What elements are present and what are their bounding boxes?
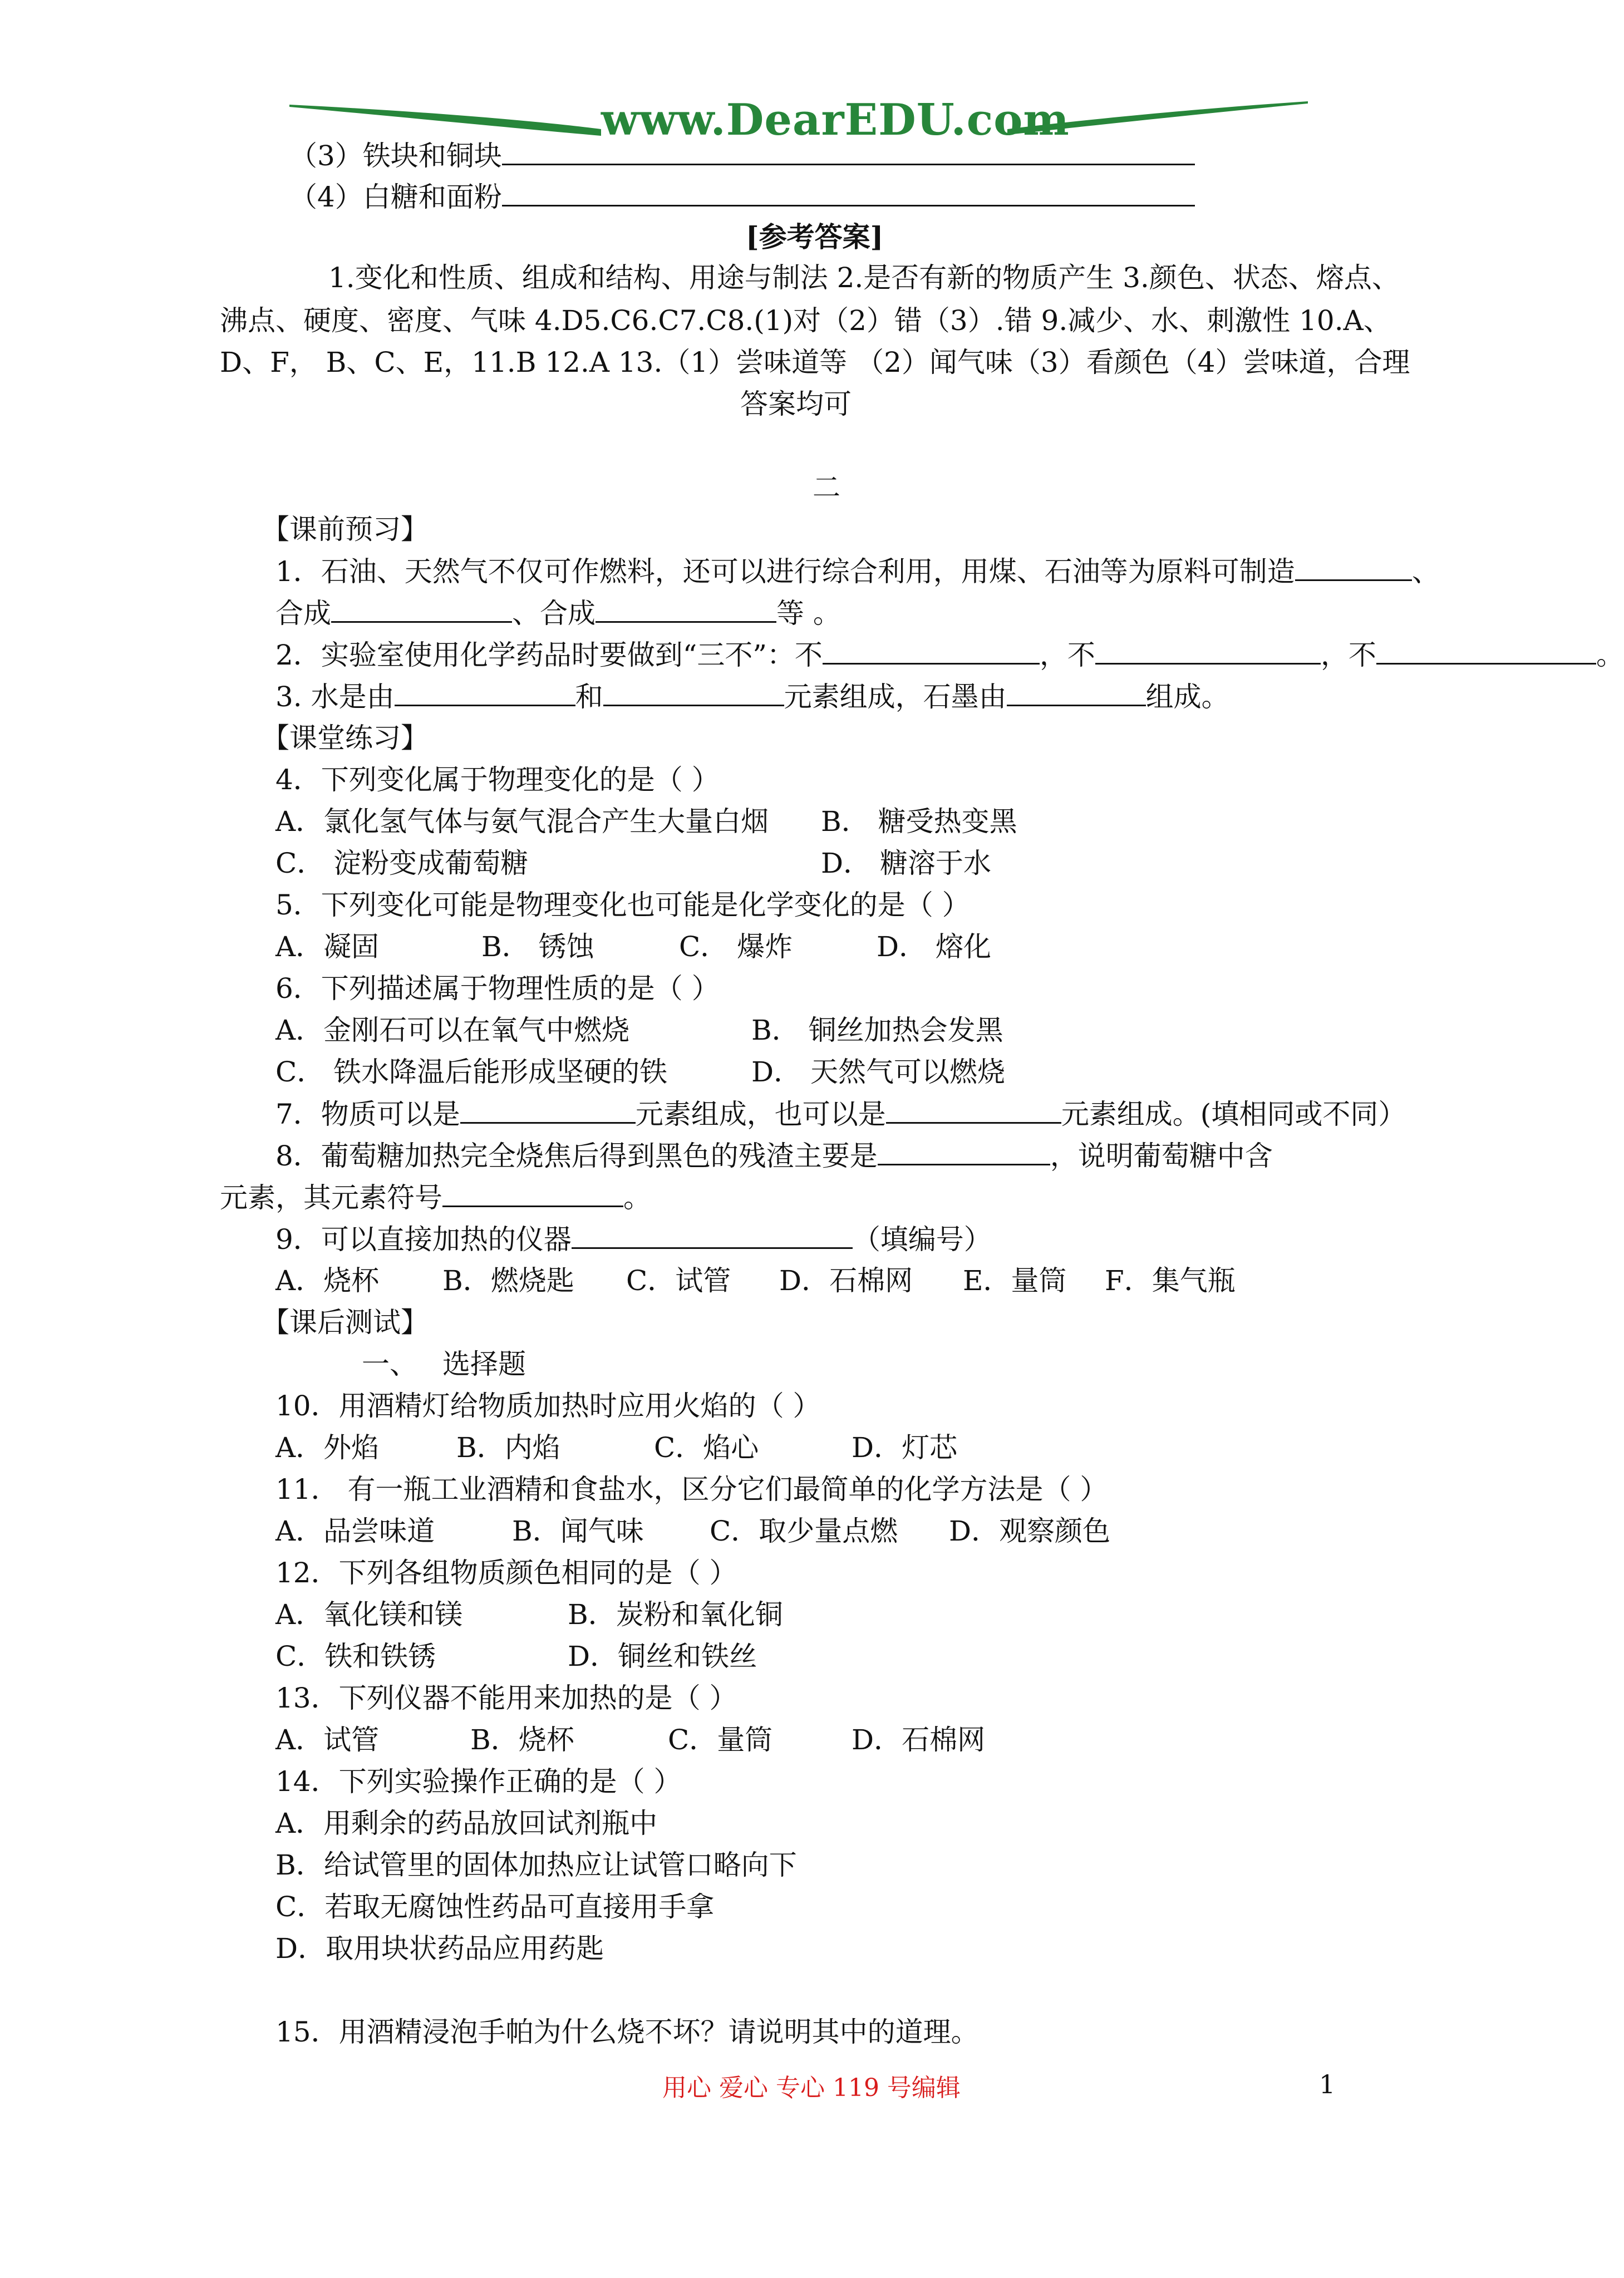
q9-option-f: F．集气瓶 <box>1105 1265 1236 1297</box>
q2-text: 2．实验室使用化学药品时要做到“三不”：不 <box>275 639 823 671</box>
q10-option-c: C．焰心 <box>654 1431 759 1464</box>
q4-option-c: C． 淀粉变成葡萄糖 <box>275 847 529 879</box>
q5-option-b: B． 锈蚀 <box>481 931 594 963</box>
answer-blank[interactable] <box>886 1096 1061 1124</box>
q1-text: 、合成 <box>512 597 596 629</box>
q11-option-b: B．闻气味 <box>512 1515 644 1547</box>
q4-option-b: B． 糖受热变黑 <box>821 805 1017 838</box>
q10-option-d: D．灯芯 <box>852 1431 958 1464</box>
q9-option-a: A．烧杯 <box>275 1265 380 1297</box>
answer-blank[interactable] <box>395 679 575 706</box>
q15-stem: 15．用酒精浸泡手帕为什么烧不坏？请说明其中的道理。 <box>275 2016 979 2048</box>
q13-option-a: A．试管 <box>275 1724 380 1756</box>
answer-blank[interactable] <box>1007 679 1146 706</box>
q1-line-1 <box>275 554 1440 589</box>
q14-option-a: A．用剩余的药品放回试剂瓶中 <box>275 1807 658 1839</box>
q9-option-b: B．燃烧匙 <box>442 1265 574 1297</box>
q9-text: （填编号） <box>852 1223 992 1256</box>
q5-option-d: D． 熔化 <box>877 931 991 963</box>
answer-blank[interactable] <box>460 1096 636 1124</box>
answers-title: [参考答案] <box>746 220 884 253</box>
answer-blank[interactable] <box>823 637 1040 665</box>
q5-option-c: C． 爆炸 <box>679 931 793 963</box>
test-heading: 【课后测试】 <box>262 1306 429 1339</box>
q8-line-2 <box>220 1180 651 1215</box>
q12-stem: 12．下列各组物质颜色相同的是（ ） <box>275 1557 737 1589</box>
q10-stem: 10．用酒精灯给物质加热时应用火焰的（ ） <box>275 1390 821 1422</box>
answer-blank[interactable] <box>878 1138 1050 1165</box>
prev-line-3-text: （3）铁块和铜块 <box>289 140 502 172</box>
q1-text: 1．石油、天然气不仅可作燃料，还可以进行综合利用，用煤、石油等为原料可制造 <box>275 555 1295 588</box>
q9-option-e: E．量筒 <box>963 1265 1067 1297</box>
q2-text: 。 <box>1596 639 1624 671</box>
q13-option-d: D．石棉网 <box>852 1724 986 1756</box>
answers-line-2: 沸点、硬度、密度、气味 4.D5.C6.C7.C8.(1)对（2）错（3）.错 9.减少、水、刺激性 10.A、 <box>220 304 1391 337</box>
q6-option-b: B． 铜丝加热会发黑 <box>751 1014 1003 1046</box>
q14-stem: 14．下列实验操作正确的是（ ） <box>275 1765 682 1798</box>
q11-option-a: A．品尝味道 <box>275 1515 435 1547</box>
q13-stem: 13．下列仪器不能用来加热的是（ ） <box>275 1682 737 1714</box>
answer-blank[interactable] <box>603 679 784 706</box>
q11-stem: 11． 有一瓶工业酒精和食盐水，区分它们最简单的化学方法是（ ） <box>275 1473 1108 1505</box>
q2-text: ，不 <box>1320 639 1376 671</box>
prev-line-3 <box>289 138 1195 173</box>
subsection-number: 一、 <box>362 1348 417 1380</box>
answer-blank[interactable] <box>331 596 512 623</box>
q6-option-c: C． 铁水降温后能形成坚硬的铁 <box>275 1056 668 1088</box>
page-number: 1 <box>1319 2069 1336 2099</box>
q3-line <box>275 679 1229 714</box>
q1-text: 、 <box>1411 555 1440 588</box>
prev-line-4-text: （4）白糖和面粉 <box>289 181 502 213</box>
q3-text: 组成。 <box>1145 681 1229 713</box>
q12-option-c: C．铁和铁锈 <box>275 1640 436 1672</box>
answers-line-3: D、F， B、C、E，11.B 12.A 13.（1）尝味道等 （2）闻气味（3）看颜色（4）尝味道，合理 <box>220 346 1410 378</box>
q12-option-a: A．氧化镁和镁 <box>275 1598 463 1631</box>
q7-text: 7．物质可以是 <box>275 1098 460 1130</box>
q7-text: 元素组成。(填相同或不同） <box>1061 1098 1406 1130</box>
classwork-heading: 【课堂练习】 <box>262 722 429 754</box>
q6-option-d: D． 天然气可以燃烧 <box>751 1056 1005 1088</box>
q3-text: 元素组成，石墨由 <box>784 681 1007 713</box>
q1-text: 等 。 <box>776 597 841 629</box>
q14-option-c: C．若取无腐蚀性药品可直接用手拿 <box>275 1891 715 1923</box>
q1-text: 合成 <box>275 597 331 629</box>
answer-blank[interactable] <box>1376 637 1596 665</box>
q14-option-d: D．取用块状药品应用药匙 <box>275 1932 604 1965</box>
q3-text: 3. 水是由 <box>275 681 395 713</box>
q2-text: ，不 <box>1039 639 1095 671</box>
section-title: 二 <box>813 471 840 504</box>
q8-text: 元素，其元素符号 <box>220 1182 442 1214</box>
footer-credit: 用心 爱心 专心 119 号编辑 <box>662 2074 961 2102</box>
q8-text: 。 <box>623 1182 651 1214</box>
q2-line <box>275 637 1624 672</box>
answers-line-1: 1.变化和性质、组成和结构、用途与制法 2.是否有新的物质产生 3.颜色、状态、熔点、 <box>328 262 1400 294</box>
subsection-label: 选择题 <box>442 1348 526 1380</box>
q4-option-a: A．氯化氢气体与氨气混合产生大量白烟 <box>275 805 769 838</box>
q9-line <box>275 1222 992 1257</box>
q9-option-c: C．试管 <box>626 1265 731 1297</box>
preview-heading: 【课前预习】 <box>262 513 429 545</box>
answers-line-4: 答案均可 <box>740 388 852 420</box>
q13-option-b: B．烧杯 <box>470 1724 574 1756</box>
q10-option-a: A．外焰 <box>275 1431 380 1464</box>
q11-option-c: C．取少量点燃 <box>710 1515 898 1547</box>
answer-blank[interactable] <box>596 596 776 623</box>
answer-blank[interactable] <box>502 179 1195 206</box>
q12-option-b: B．炭粉和氧化铜 <box>568 1598 783 1631</box>
q7-text: 元素组成，也可以是 <box>635 1098 886 1130</box>
q6-option-a: A．金刚石可以在氧气中燃烧 <box>275 1014 630 1046</box>
q14-option-b: B．给试管里的固体加热应让试管口略向下 <box>275 1849 797 1881</box>
q7-line <box>275 1096 1406 1131</box>
prev-line-4 <box>289 179 1195 214</box>
q5-stem: 5．下列变化可能是物理变化也可能是化学变化的是（ ） <box>275 889 970 921</box>
q8-text: 8．葡萄糖加热完全烧焦后得到黑色的残渣主要是 <box>275 1140 878 1172</box>
answer-blank[interactable] <box>502 138 1195 165</box>
q5-option-a: A．凝固 <box>275 931 380 963</box>
q3-text: 和 <box>575 681 603 713</box>
answer-blank[interactable] <box>1095 637 1321 665</box>
answer-blank[interactable] <box>442 1180 623 1207</box>
header-logo-text: www.DearEDU.com <box>601 95 1070 145</box>
q12-option-d: D．铜丝和铁丝 <box>568 1640 757 1672</box>
q11-option-d: D．观察颜色 <box>949 1515 1111 1547</box>
q1-line-2 <box>275 596 841 631</box>
q8-line-1 <box>275 1138 1273 1173</box>
answer-blank[interactable] <box>572 1222 853 1249</box>
q9-text: 9．可以直接加热的仪器 <box>275 1223 572 1256</box>
q6-stem: 6．下列描述属于物理性质的是（ ） <box>275 972 720 1005</box>
answer-blank[interactable] <box>1295 554 1412 581</box>
q4-stem: 4．下列变化属于物理变化的是（ ） <box>275 764 720 796</box>
q4-option-d: D． 糖溶于水 <box>821 847 991 879</box>
q9-option-d: D．石棉网 <box>779 1265 913 1297</box>
q13-option-c: C．量筒 <box>668 1724 773 1756</box>
q8-text: ，说明葡萄糖中含 <box>1050 1140 1273 1172</box>
q10-option-b: B．内焰 <box>456 1431 560 1464</box>
